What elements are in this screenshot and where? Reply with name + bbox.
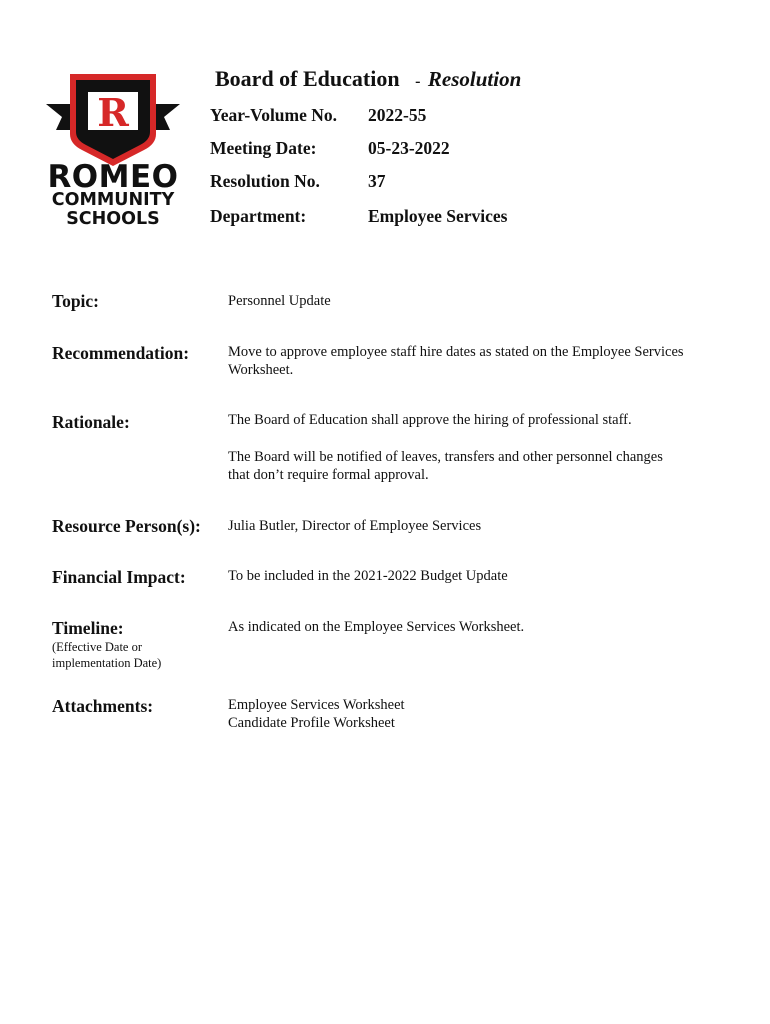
resource-person-label: Resource Person(s):	[52, 516, 201, 536]
meeting-date-value: 05-23-2022	[368, 138, 450, 158]
logo-schools-text: SCHOOLS	[66, 209, 160, 229]
topic-label: Topic:	[52, 291, 100, 311]
attachment-item-1: Employee Services Worksheet	[228, 697, 405, 713]
resolution-value: 37	[368, 171, 386, 191]
meeting-date-label: Meeting Date:	[210, 138, 317, 158]
financial-impact-value: To be included in the 2021-2022 Budget Update	[228, 568, 508, 584]
title-subtitle: Resolution	[427, 67, 522, 91]
resolution-label: Resolution No.	[210, 171, 320, 191]
logo-romeo-text: ROMEO	[47, 159, 179, 195]
svg-text:R: R	[97, 90, 129, 135]
document-title	[215, 66, 521, 92]
rationale-label: Rationale:	[52, 412, 130, 432]
title-text: Board of Education	[215, 66, 400, 91]
topic-value: Personnel Update	[228, 293, 331, 309]
timeline-value: As indicated on the Employee Services Worksheet.	[228, 619, 525, 635]
recommendation-value: Move to approve employee staff hire dates as stated on the Employee Services Worksheet.	[228, 344, 684, 378]
rationale-paragraph-1: The Board of Education shall approve the hiring of professional staff.	[228, 412, 632, 428]
timeline-note-2: implementation Date)	[52, 656, 162, 670]
title-dash: -	[415, 73, 421, 90]
timeline-note-1: (Effective Date or	[52, 640, 142, 654]
attachment-item-2: Candidate Profile Worksheet	[228, 715, 395, 731]
recommendation-label: Recommendation:	[52, 343, 190, 363]
department-label: Department:	[210, 206, 307, 226]
rationale-paragraph-2: The Board will be notified of leaves, transfers and other personnel changes that don’t require formal approval.	[228, 449, 663, 483]
year-volume-value: 2022-55	[368, 105, 427, 125]
attachments-label: Attachments:	[52, 696, 154, 716]
resource-person-value: Julia Butler, Director of Employee Services	[228, 518, 482, 534]
financial-impact-label: Financial Impact:	[52, 567, 186, 587]
timeline-label: Timeline:	[52, 618, 124, 638]
year-volume-label: Year-Volume No.	[210, 105, 338, 125]
logo-community-text: COMMUNITY	[51, 190, 175, 210]
department-value: Employee Services	[368, 206, 508, 226]
